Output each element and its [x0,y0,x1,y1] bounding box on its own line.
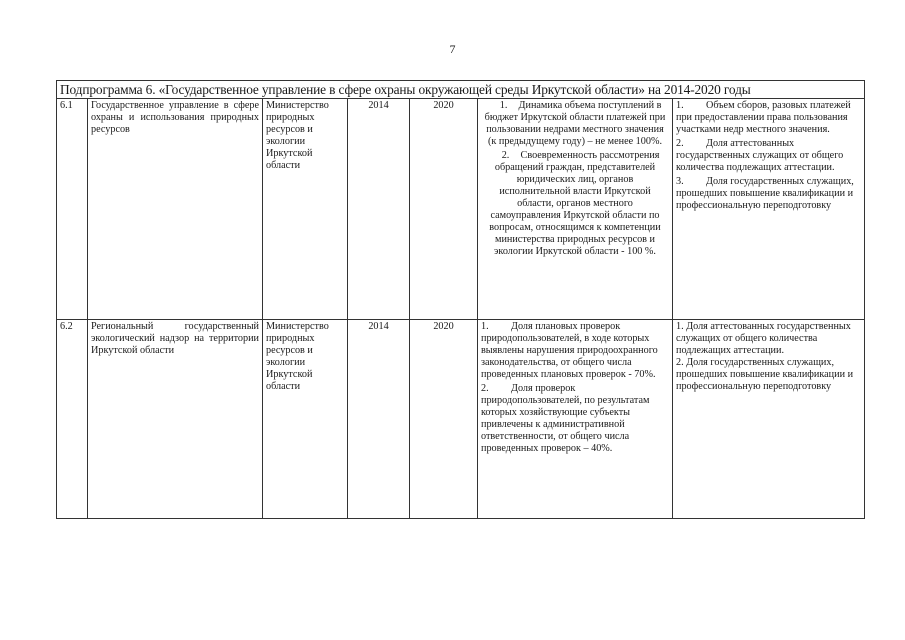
page-number: 7 [449,42,456,56]
end-year: 2020 [410,99,478,320]
target-indicators [673,320,865,519]
expected-results [478,320,673,519]
indicator-item: 1. Объем сборов, разовых платежей при предоставлении права пользования участками недр местного значения. [676,100,851,135]
expected-results [478,99,673,320]
start-year: 2014 [348,99,410,320]
start-year: 2014 [348,320,410,519]
table-row [57,320,865,519]
result-item: 1. Доля плановых проверок природопользователей, в ходе которых выявлены нарушения природоохранного законодательства, от общего числа проведенных плановых проверок - 70%. [481,321,658,380]
result-item: 2. Своевременность рассмотрения обращений граждан, представителей юридических лиц, органов исполнительной власти Иркутской области, органов местного самоуправления Иркутской области по вопросам, относящимся к компетенции министерства природных ресурсов и экологии Иркутской области - 100 %. [489,150,661,257]
indicator-item: 2. Доля государственных служащих, прошедших повышение квалификации и профессиональную переподготовку [676,357,854,392]
indicator-item: 2. Доля аттестованных государственных служащих от общего количества подлежащих аттестации. [676,138,844,173]
executor: Министерство природных ресурсов и экологии Иркутской области [263,99,348,320]
measure-name: Государственное управление в сфере охраны и использования природных ресурсов [88,99,263,320]
measure-name: Региональный государственный экологический надзор на территории Иркутской области [88,320,263,519]
subprogram-title: Подпрограмма 6. «Государственное управление в сфере охраны окружающей среды Иркутской области» на 2014-2020 годы [57,81,865,99]
indicator-item: 1. Доля аттестованных государственных служащих от общего количества подлежащих аттестации. [676,321,851,356]
title-row [57,81,865,99]
subprogram-table [56,80,865,519]
indicator-item: 3. Доля государственных служащих, прошедших повышение квалификации и профессиональную переподготовку [676,176,854,211]
executor: Министерство природных ресурсов и экологии Иркутской области [263,320,348,519]
row-number: 6.1 [57,99,88,320]
end-year: 2020 [410,320,478,519]
row-number: 6.2 [57,320,88,519]
table-row [57,99,865,320]
result-item: 1. Динамика объема поступлений в бюджет Иркутской области платежей при пользовании недрами местного значения (к предыдущему году) – не менее 100%. [484,100,666,147]
target-indicators [673,99,865,320]
result-item: 2. Доля проверок природопользователей, по результатам которых хозяйствующие субъекты привлечены к административной ответственности, от общего числа проведенных проверок – 40%. [481,383,650,454]
